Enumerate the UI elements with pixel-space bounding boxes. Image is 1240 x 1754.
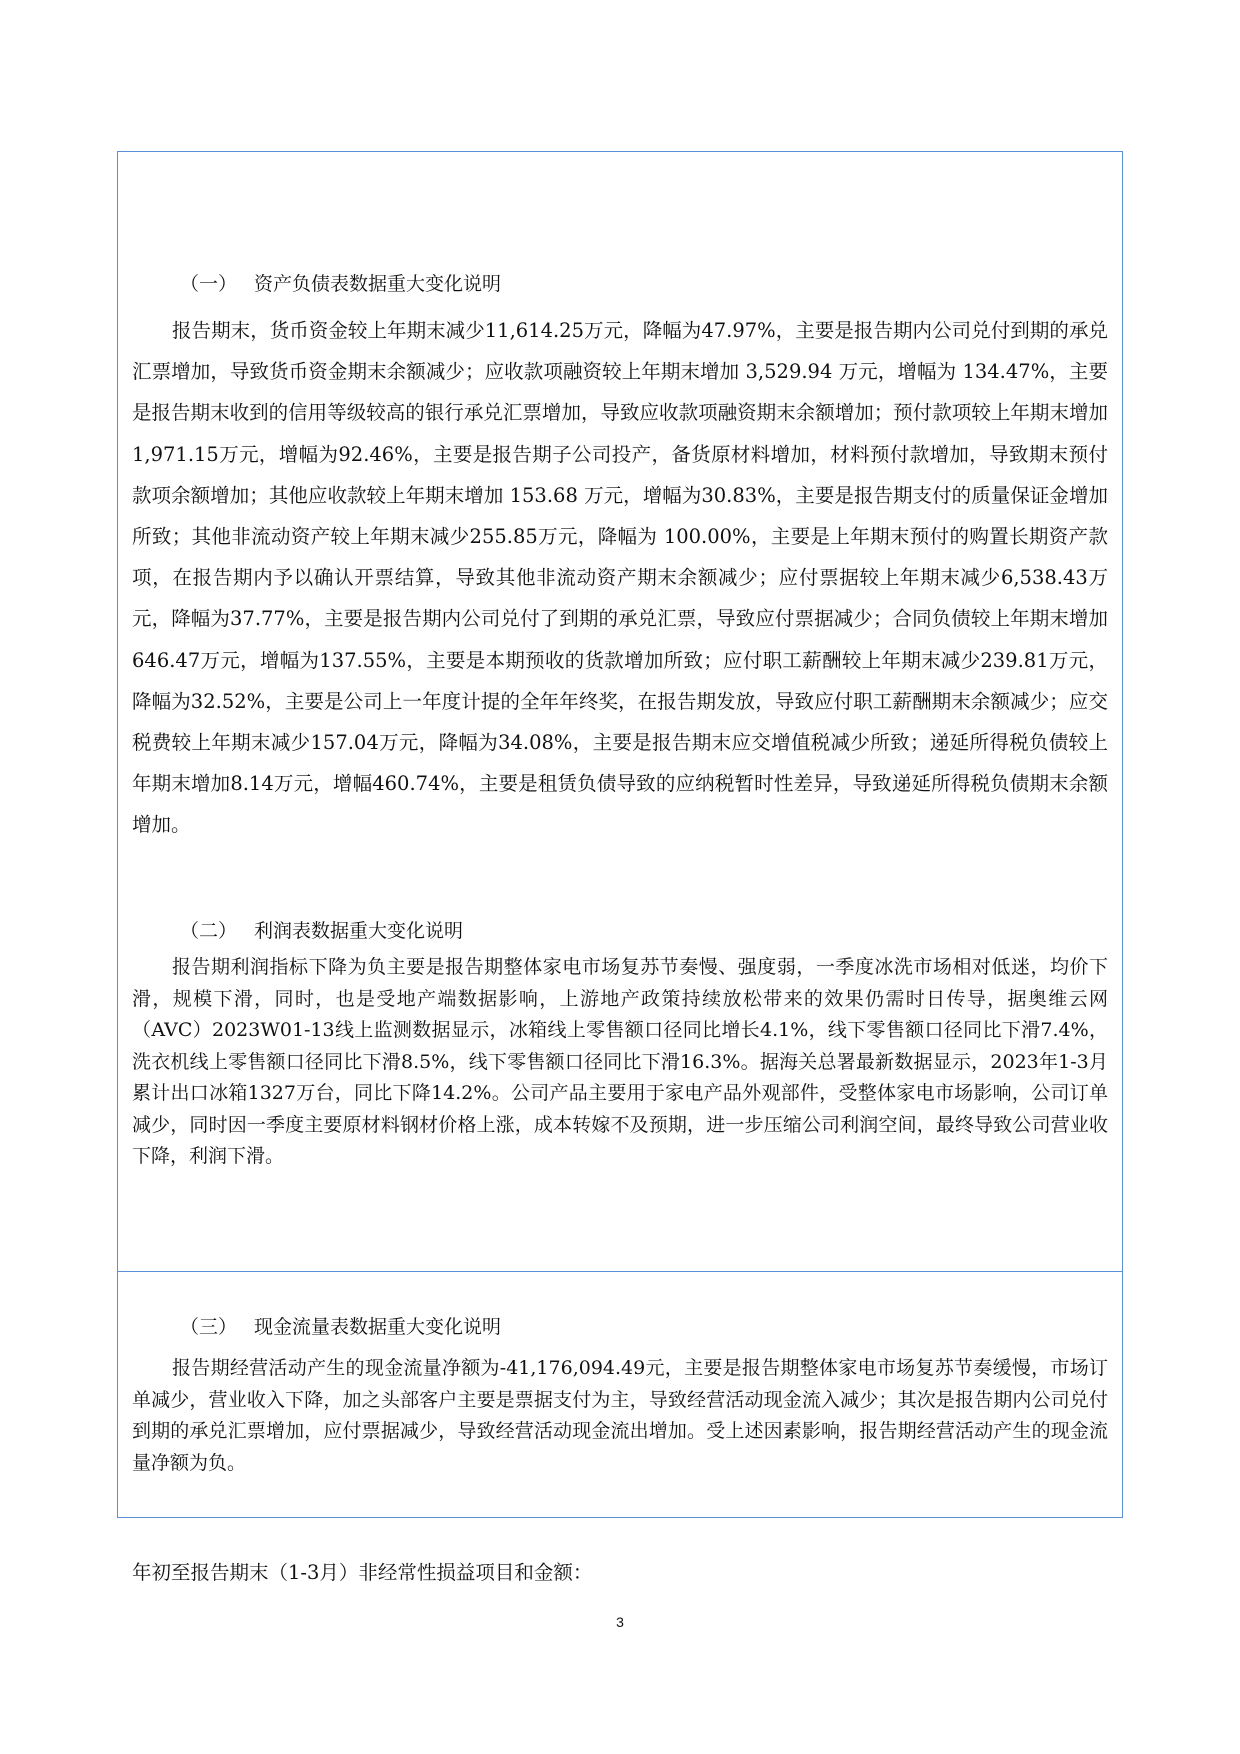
- section-divider: [117, 1271, 1123, 1272]
- cash-flow-explanation: 报告期经营活动产生的现金流量净额为-41,176,094.49元，主要是报告期整体家电市场复苏节奏缓慢，市场订单减少，营业收入下降，加之头部客户主要是票据支付为主，导致经营活动现金流入减少；其次是报告期内公司兑付到期的承兑汇票增加，应付票据减少，导致经营活动现金流出增加。受上述因素影响，报告期经营活动产生的现金流量净额为负。: [132, 1357, 1108, 1474]
- section-number: （三）: [180, 1316, 238, 1338]
- section-title: 现金流量表数据重大变化说明: [254, 1316, 502, 1338]
- income-statement-explanation: 报告期利润指标下降为负主要是报告期整体家电市场复苏节奏慢、强度弱，一季度冰洗市场相对低迷，均价下滑，规模下滑，同时，也是受地产端数据影响，上游地产政策持续放松带来的效果仍需时日传导，据奥维云网（AVC）2023W01-13线上监测数据显示，冰箱线上零售额口径同比增长4.1%，线下零售额口径同比下滑7.4%，洗衣机线上零售额口径同比下滑8.5%，线下零售额口径同比下滑16.3%。据海关总署最新数据显示，2023年1-3月累计出口冰箱1327万台，同比下降14.2%。公司产品主要用于家电产品外观部件，受整体家电市场影响，公司订单减少，同时因一季度主要原材料钢材价格上涨，成本转嫁不及预期，进一步压缩公司利润空间，最终导致公司营业收下降，利润下滑。: [132, 956, 1108, 1167]
- page-number: 3: [616, 1614, 624, 1630]
- section-heading-balance-sheet: [180, 270, 501, 298]
- section-number: （一）: [180, 273, 238, 295]
- balance-sheet-explanation: 报告期末，货币资金较上年期末减少11,614.25万元，降幅为47.97%，主要是报告期内公司兑付到期的承兑汇票增加，导致货币资金期末余额减少；应收款项融资较上年期末增加 3,529.94 万元，增幅为 134.47%，主要是报告期末收到的信用等级较高的银行承兑汇票增加，导致应收款项融资期末余额增加；预付款项较上年期末增加1,971.15万元，增幅为92.46%，主要是报告期子公司投产，备货原材料增加，材料预付款增加，导致期末预付款项余额增加；其他应收款较上年期末增加 153.68 万元，增幅为30.83%，主要是报告期支付的质量保证金增加所致；其他非流动资产较上年期末减少255.85万元，降幅为 100.00%，主要是上年期末预付的购置长期资产款项，在报告期内予以确认开票结算，导致其他非流动资产期末余额减少；应付票据较上年期末减少6,538.43万元，降幅为37.77%，主要是报告期内公司兑付了到期的承兑汇票，导致应付票据减少；合同负债较上年期末增加646.47万元，增幅为137.55%，主要是本期预收的货款增加所致；应付职工薪酬较上年期末减少239.81万元，降幅为32.52%，主要是公司上一年度计提的全年年终奖，在报告期发放，导致应付职工薪酬期末余额减少；应交税费较上年期末减少157.04万元，降幅为34.08%，主要是报告期末应交增值税减少所致；递延所得税负债较上年期末增加8.14万元，增幅460.74%，主要是租赁负债导致的应纳税暂时性差异，导致递延所得税负债期末余额增加。: [132, 319, 1108, 837]
- section-title: 利润表数据重大变化说明: [254, 920, 464, 942]
- section-heading-cash-flow: [180, 1313, 501, 1341]
- non-recurring-items-intro: 年初至报告期末（1-3月）非经常性损益项目和金额：: [132, 1561, 593, 1584]
- section-heading-income-statement: [180, 917, 463, 945]
- section-title: 资产负债表数据重大变化说明: [254, 273, 502, 295]
- section-number: （二）: [180, 920, 238, 942]
